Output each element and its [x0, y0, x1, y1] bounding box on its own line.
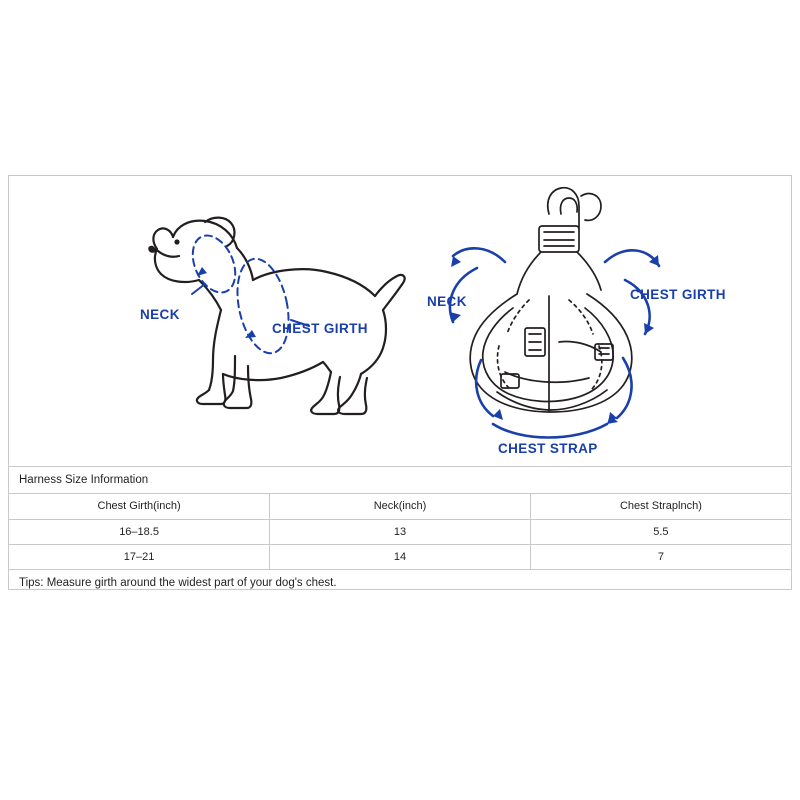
cell-chest-girth: 17–21	[9, 544, 270, 569]
tips-text: Tips: Measure girth around the widest part of your dog's chest.	[19, 576, 337, 589]
size-table	[9, 494, 791, 570]
harness-strap-arrow-right	[617, 358, 632, 418]
label-dog-chest-girth: CHEST GIRTH	[272, 321, 368, 336]
cell-chest-strap: 5.5	[530, 519, 791, 544]
harness-illustration	[409, 176, 791, 467]
column-header-chest-strap: Chest Straplnch)	[530, 494, 791, 519]
cell-chest-girth: 16–18.5	[9, 519, 270, 544]
label-harness-chest-strap: CHEST STRAP	[498, 441, 598, 456]
harness-neck-arrow-top	[453, 248, 505, 262]
column-header-chest-girth: Chest Girth(inch)	[9, 494, 270, 519]
table-header-row	[9, 494, 791, 519]
table-row	[9, 544, 791, 569]
cell-neck: 14	[270, 544, 531, 569]
label-dog-neck: NECK	[140, 307, 180, 322]
harness-strap-arrow-bottom	[493, 424, 607, 438]
harness-chest-arrow-top	[605, 250, 659, 266]
cell-neck: 13	[270, 519, 531, 544]
column-header-neck: Neck(inch)	[270, 494, 531, 519]
dog-neck-measure-loop	[184, 229, 243, 299]
table-row	[9, 519, 791, 544]
label-harness-chest-girth: CHEST GIRTH	[630, 287, 726, 302]
diagram-area	[9, 176, 791, 467]
table-title: Harness Size Information	[9, 467, 791, 494]
cell-chest-strap: 7	[530, 544, 791, 569]
label-harness-neck: NECK	[427, 294, 467, 309]
size-chart-card	[8, 175, 792, 590]
